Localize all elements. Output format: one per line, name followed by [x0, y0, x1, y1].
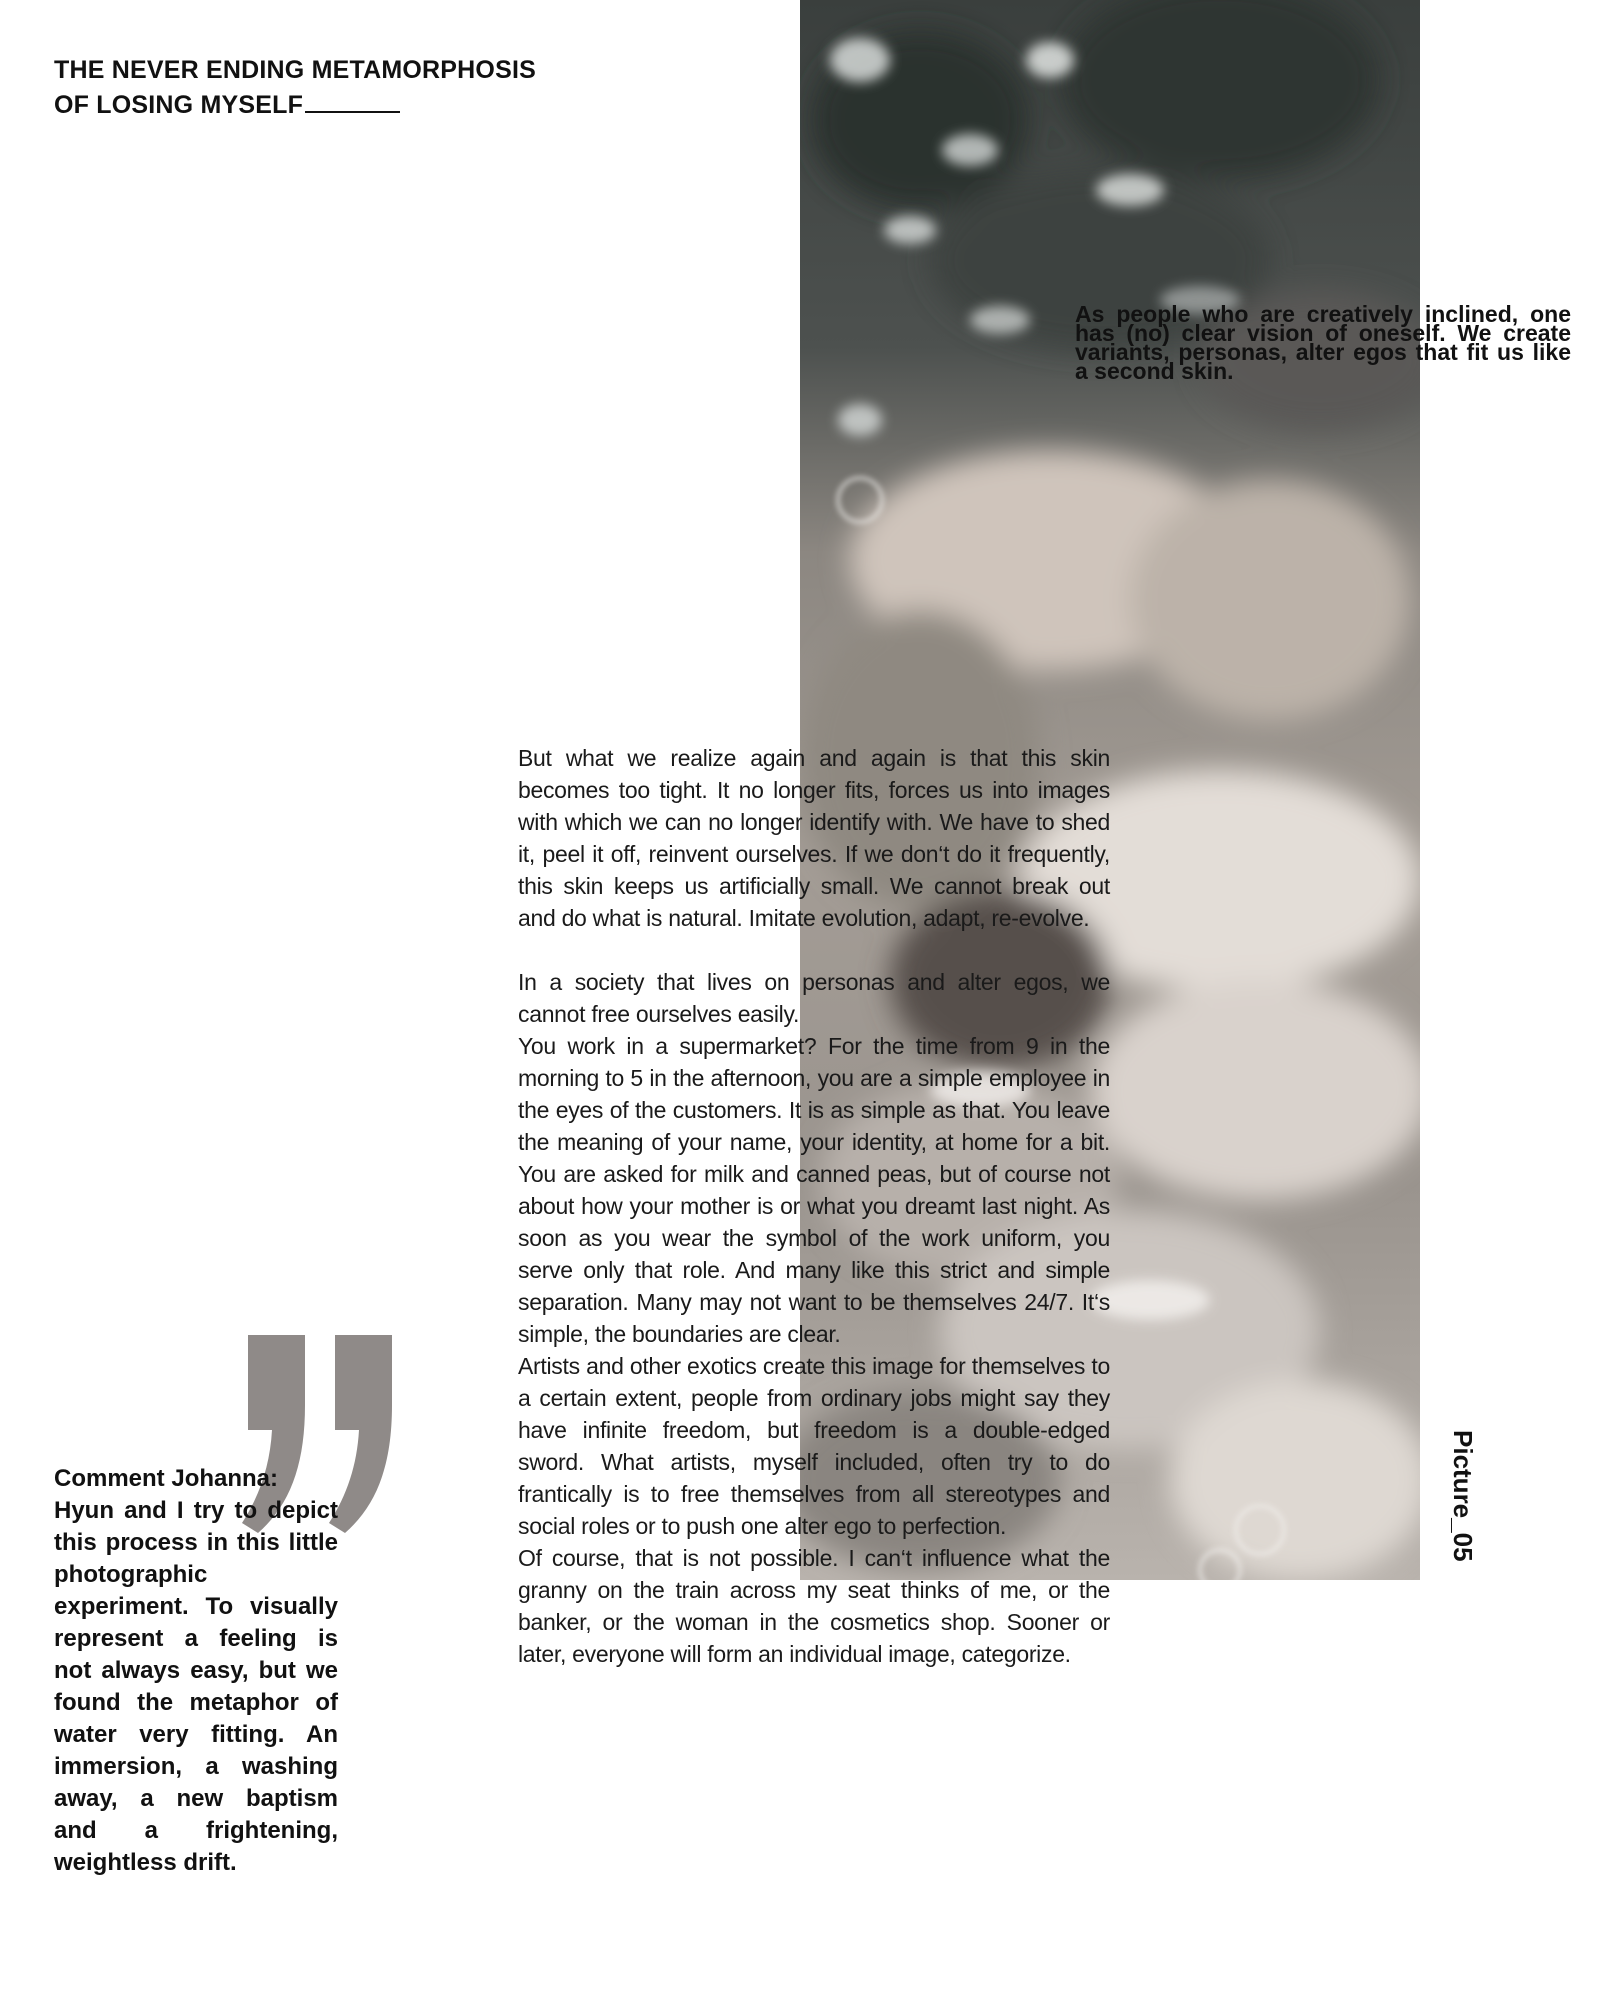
article-title	[54, 54, 614, 122]
intro-paragraph: As people who are creatively inclined, one has (no) clear vision of oneself. We create variants, personas, alter egos that fit us like a second skin.	[1075, 301, 1571, 384]
title-line-1: THE NEVER ENDING METAMORPHOSIS	[54, 56, 536, 84]
article-body	[518, 742, 1110, 1670]
body-paragraph-5: Of course, that is not possible. I can‘t influence what the granny on the train across my seat thinks of me, or the banker, or the woman in the cosmetics shop. Sooner or later, everyone will form an individual image, categorize.	[518, 1545, 1110, 1667]
comment-text: Hyun and I try to depict this process in this little photographic experiment. To visually represent a feeling is not always easy, but we found the metaphor of water very fitting. An immersion, a washing away, a new baptism and a frightening, weightless drift.	[54, 1497, 338, 1876]
title-line-2-text: OF LOSING MYSELF	[54, 91, 304, 119]
body-paragraph-4: Artists and other exotics create this image for themselves to a certain extent, people from ordinary jobs might say they have infinite freedom, but freedom is a double-edged sword. What artists, myself included, often try to do frantically is to free themselves from all stereotypes and social roles or to push one alter ego to perfection.	[518, 1353, 1110, 1539]
body-paragraph-1: But what we realize again and again is that this skin becomes too tight. It no longer fits, forces us into images with which we can no longer identify with. We have to shed it, peel it off, reinvent ourselves. If we don‘t do it frequently, this skin keeps us artificially small. We cannot break out and do what is natural. Imitate evolution, adapt, re-evolve.	[518, 745, 1110, 931]
title-line-2	[54, 87, 614, 122]
comment-heading: Comment Johanna:	[54, 1465, 279, 1492]
title-underline	[305, 87, 400, 113]
comment-block	[54, 1463, 338, 1879]
body-paragraph-3: You work in a supermarket? For the time from 9 in the morning to 5 in the afternoon, you are a simple employee in the eyes of the customers. It is as simple as that. You leave the meaning of your name, your identity, at home for a bit. You are asked for milk and canned peas, but of course not about how your mother is or what you dreamt last night. As soon as you wear the symbol of the work uniform, you serve only that role. And many like this strict and simple separation. Many may not want to be themselves 24/7. It‘s simple, the boundaries are clear.	[518, 1033, 1110, 1347]
body-paragraph-2: In a society that lives on personas and alter egos, we cannot free ourselves easily.	[518, 969, 1110, 1027]
picture-caption: Picture_05	[1448, 1430, 1478, 1562]
